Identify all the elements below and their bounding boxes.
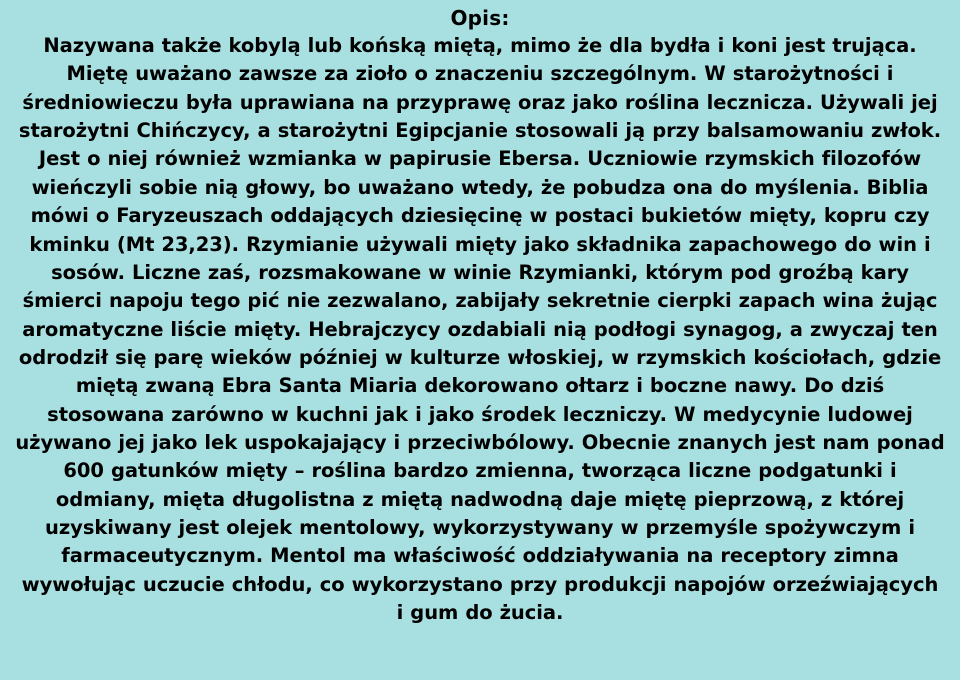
page-title: Opis: bbox=[450, 6, 510, 30]
description-paragraph: Nazywana także kobylą lub końską miętą, mimo że dla bydła i koni jest trująca. Miętę uważano zawsze za zioło o znaczeniu szczególnym. W starożytności i średniowieczu była uprawiana na przyprawę oraz jako roślina lecznicza. Używali jej starożytni Chińczycy, a starożytni Egipcjanie stosowali ją przy balsamowaniu zwłok. Jest o niej również wzmianka w papirusie Ebersa. Uczniowie rzymskich filozofów wieńczyli sobie nią głowy, bo uważano wtedy, że pobudza ona do myślenia. Biblia mówi o Faryzeuszach oddających dziesięcinę w postaci bukietów mięty, kopru czy kminku (Mt 23,23). Rzymianie używali mięty jako składnika zapachowego do win i sosów. Liczne zaś, rozsmakowane w winie Rzymianki, którym pod groźbą kary śmierci napoju tego pić nie zezwalano, zabijały sekretnie cierpki zapach wina żując aromatyczne liście mięty. Hebrajczycy ozdabiali nią podłogi synagog, a zwyczaj ten odrodził się parę wieków później w kulturze włoskiej, w rzymskich kościołach, gdzie miętą zwaną Ebra Santa Miaria dekorowano ołtarz i boczne nawy. Do dziś stosowana zarówno w kuchni jak i jako środek leczniczy. W medycynie ludowej używano jej jako lek uspokajający i przeciwbólowy. Obecnie znanych jest nam ponad 600 gatunków mięty – roślina bardzo zmienna, tworząca liczne podgatunki i odmiany, mięta długolistna z miętą nadwodną daje miętę pieprzową, z której uzyskiwany jest olejek mentolowy, wykorzystywany w przemyśle spożywczym i farmaceutycznym. Mentol ma właściwość oddziaływania na receptory zimna wywołując uczucie chłodu, co wykorzystano przy produkcji napojów orzeźwiających i gum do żucia. bbox=[15, 34, 945, 625]
